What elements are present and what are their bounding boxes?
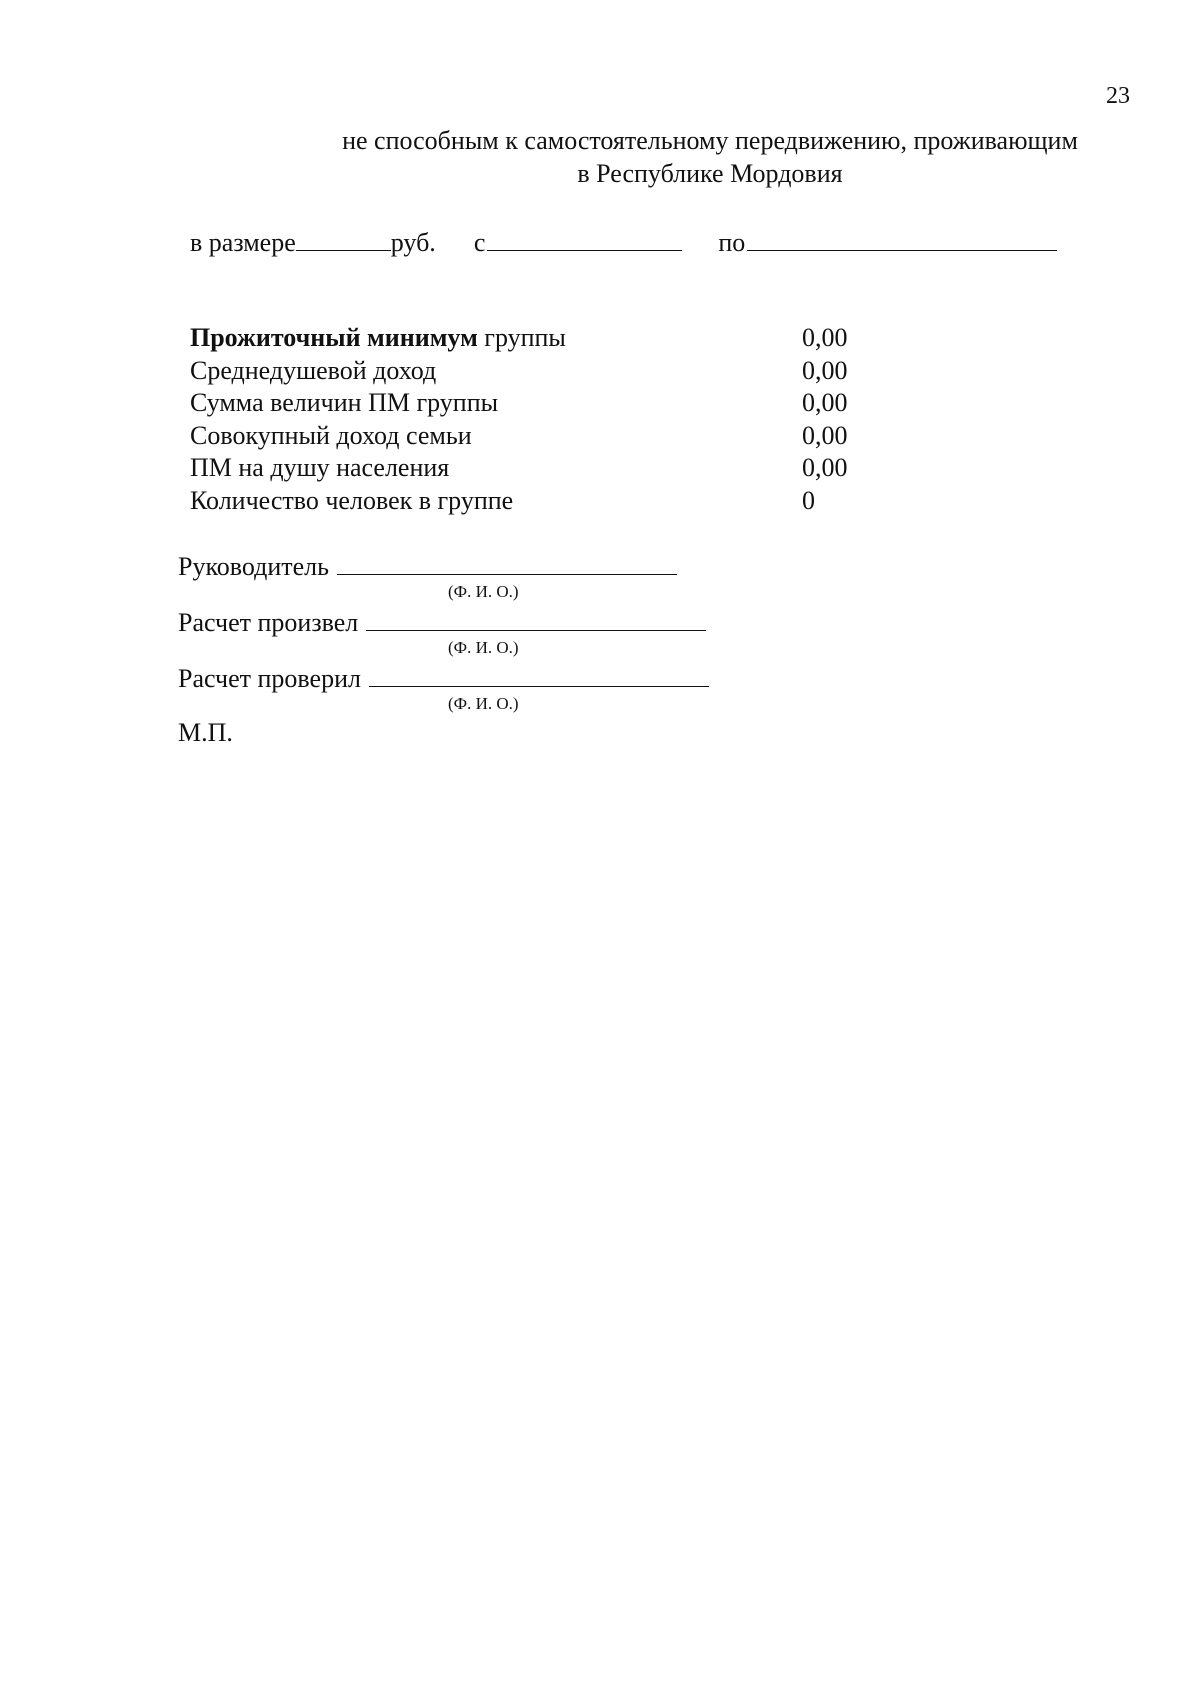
indicator-label: ПМ на душу населения [190,453,450,482]
signature-caption: (Ф. И. О.) [448,638,519,657]
indicator-value: 0,00 [802,388,848,417]
signature-caption: (Ф. И. О.) [448,694,519,713]
indicator-value: 0,00 [802,355,848,385]
document-heading [290,124,1130,190]
indicator-row [190,355,848,388]
signature-row-head [178,552,709,608]
indicator-value: 0,00 [802,420,848,450]
indicator-row [190,387,848,420]
to-label: по [718,228,746,257]
indicator-value: 0,00 [802,323,848,352]
indicator-row [190,485,815,518]
signature-row-calculated [178,608,709,664]
signature-label: Руководитель [178,552,329,581]
indicator-row [190,420,848,453]
indicator-label: Сумма величин ПМ группы [190,388,499,417]
indicator-value: 0,00 [802,453,848,482]
signature-line [337,552,677,575]
currency-label: руб. [390,228,436,257]
signature-row-checked [178,664,709,720]
indicator-label: Прожиточный минимум группы [190,323,566,352]
page-number: 23 [1106,83,1130,109]
amount-line [190,226,1057,258]
signature-label: Расчет произвел [178,608,359,637]
to-date-blank [747,226,1057,251]
signature-label: Расчет проверил [178,664,361,693]
indicator-label: Количество человек в группе [190,485,514,515]
indicator-row [190,322,848,355]
indicator-value: 0 [802,485,815,515]
amount-prefix: в размере [190,228,296,257]
amount-blank [296,226,391,251]
from-date-blank [487,226,682,251]
signature-line [366,608,706,631]
heading-line-2: в Республике Мордовия [577,159,843,188]
signature-caption: (Ф. И. О.) [448,582,519,601]
signatures-block [178,552,709,720]
signature-line [369,664,709,687]
heading-line-1: не способным к самостоятельному передвижению, проживающим [342,126,1078,155]
indicator-row [190,452,848,485]
indicators-list [190,322,848,517]
from-label: с [473,228,486,257]
indicator-label: Совокупный доход семьи [190,420,472,450]
seal-mark: М.П. [178,718,233,747]
indicator-label: Среднедушевой доход [190,355,437,385]
